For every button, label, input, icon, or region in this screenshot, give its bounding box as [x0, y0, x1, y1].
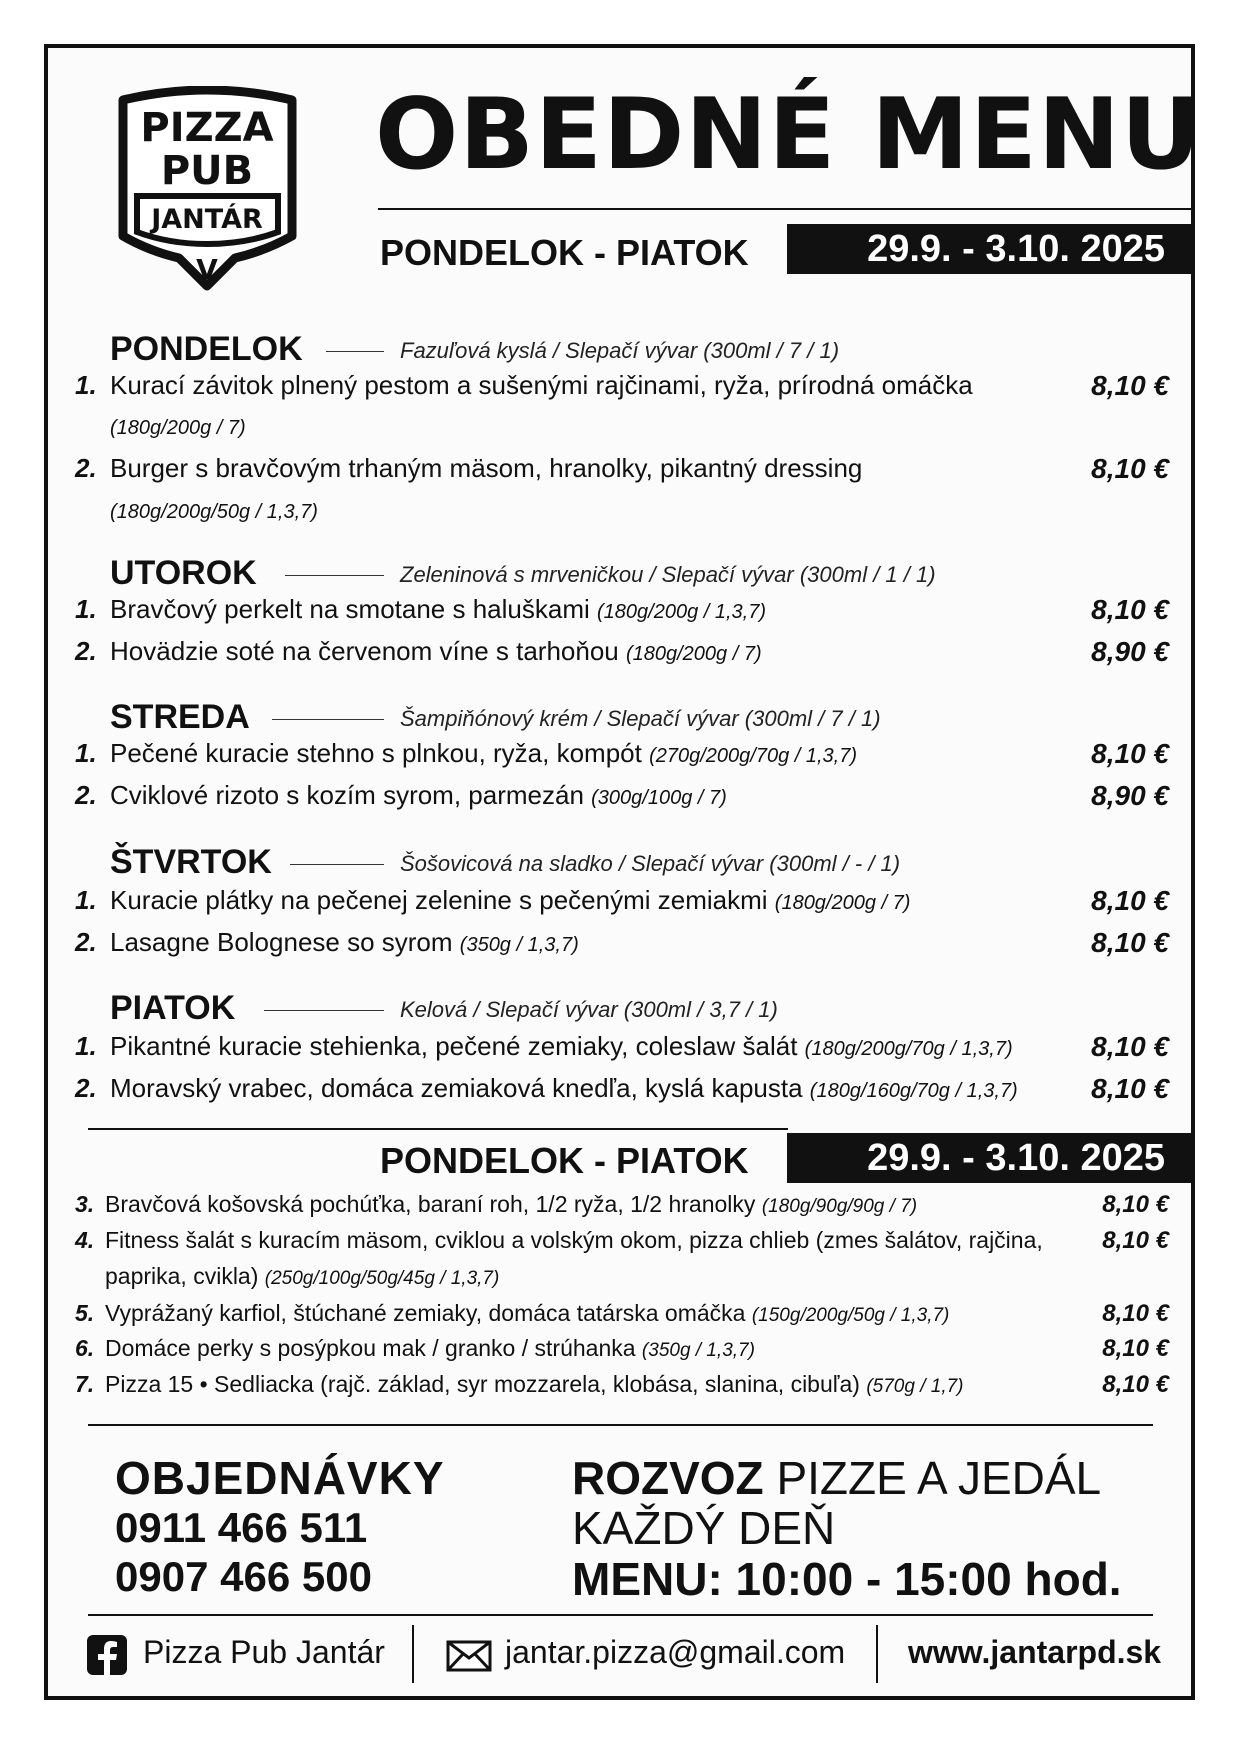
item-note: (180g/200g / 7) — [110, 417, 246, 439]
item-name: Kuracie plátky na pečenej zelenine s pečenými zemiakmi — [110, 885, 775, 915]
item-name: Domáce perky s posýpkou mak / granko / strúhanka — [105, 1335, 642, 1361]
item-text — [105, 1337, 755, 1360]
item-number: 2. — [75, 780, 97, 810]
week-dates: 29.9. - 3.10. 2025 — [787, 224, 1191, 274]
delivery-rest: PIZZE A JEDÁL — [763, 1452, 1102, 1504]
delivery-bold: ROZVOZ — [572, 1452, 764, 1504]
item-name: Hovädzie soté na červenom víne s tarhoňou — [110, 636, 626, 666]
item-price: 8,10 € — [1091, 370, 1169, 401]
item-text: Fitness šalát s kuracím mäsom, cviklou a volským okom, pizza chlieb (zmes šalátov, rajčina, — [105, 1227, 1043, 1253]
day-soup: Šošovicová na sladko / Slepačí vývar (300ml / - / 1) — [400, 851, 901, 876]
divider — [88, 1128, 788, 1130]
menu-hours: MENU: 10:00 - 15:00 hod. — [572, 1553, 1122, 1605]
item-text — [110, 596, 766, 622]
item-text — [105, 1193, 917, 1216]
item-name: Pečené kuracie stehno s plnkou, ryža, kompót — [110, 738, 650, 768]
item-price: 8,10 € — [1091, 1031, 1169, 1062]
item-price: 8,10 € — [1102, 1335, 1169, 1362]
divider — [326, 351, 384, 352]
item-note: (270g/200g/70g / 1,3,7) — [649, 745, 858, 767]
item-text — [110, 740, 857, 766]
item-text: Kurací závitok plnený pestom a sušenými rajčinami, ryža, prírodná omáčka — [110, 370, 973, 400]
item-number: 1. — [75, 738, 97, 768]
logo-line2: PUB — [160, 148, 254, 194]
divider — [876, 1625, 878, 1683]
item-text: Burger s bravčovým trhaným mäsom, hranolky, pikantný dressing — [110, 453, 863, 483]
item-text — [105, 1302, 949, 1325]
item-text — [110, 638, 762, 664]
item-name: Moravský vrabec, domáca zemiaková knedľa, kyslá kapusta — [110, 1073, 810, 1103]
delivery-line — [572, 1452, 1102, 1504]
item-price: 8,90 € — [1091, 636, 1169, 667]
item-note: (350g / 1,3,7) — [459, 934, 579, 956]
day-soup: Kelová / Slepačí vývar (300ml / 3,7 / 1) — [400, 997, 778, 1022]
weekly-dates: 29.9. - 3.10. 2025 — [787, 1133, 1191, 1183]
orders-title: OBJEDNÁVKY — [115, 1452, 445, 1504]
phone-number[interactable]: 0907 466 500 — [115, 1553, 372, 1600]
email-link[interactable]: jantar.pizza@gmail.com — [505, 1634, 846, 1670]
item-note: (180g/200g / 7) — [625, 643, 762, 665]
item-note: (180g/200g / 1,3,7) — [597, 601, 767, 623]
item-number: 2. — [75, 1073, 97, 1103]
logo-line1: PIZZA — [140, 105, 274, 151]
item-note: (180g/160g/70g / 1,3,7) — [809, 1080, 1018, 1102]
day-heading: PONDELOK — [110, 330, 303, 368]
item-text — [110, 929, 579, 955]
item-text — [110, 887, 910, 913]
day-soup: Šampiňónový krém / Slepačí vývar (300ml / 7 / 1) — [400, 706, 881, 731]
pizza-pub-jantar-logo — [115, 86, 300, 291]
day-soup: Zeleninová s mrveničkou / Slepačí vývar (300ml / 1 / 1) — [400, 562, 936, 587]
item-note: (180g/200g / 7) — [774, 892, 911, 914]
item-note: (350g / 1,3,7) — [641, 1340, 755, 1361]
item-number: 1. — [75, 370, 97, 400]
item-note: (180g/200g/50g / 1,3,7) — [110, 501, 318, 523]
delivery-daily: KAŽDÝ DEŇ — [572, 1502, 836, 1554]
item-note: (570g / 1,7) — [866, 1376, 964, 1397]
item-note: (180g/90g/90g / 7) — [761, 1196, 918, 1217]
logo-line3: JANTÁR — [151, 204, 263, 235]
item-price: 8,10 € — [1091, 738, 1169, 769]
item-text — [110, 1033, 1013, 1059]
weekly-label: PONDELOK - PIATOK — [380, 1140, 749, 1181]
day-heading: STREDA — [110, 698, 250, 736]
divider — [88, 1424, 1153, 1426]
divider — [285, 575, 384, 576]
item-price: 8,10 € — [1091, 453, 1169, 484]
website-link[interactable]: www.jantarpd.sk — [908, 1634, 1162, 1670]
item-text-continued — [105, 1265, 499, 1288]
item-number: 2. — [75, 636, 97, 666]
item-name: Pizza 15 • Sedliacka (rajč. základ, syr mozzarela, klobása, slanina, cibuľa) — [105, 1371, 867, 1397]
logo-mark: V — [196, 253, 218, 286]
divider — [88, 1614, 1153, 1616]
page-title: OBEDNÉ MENU — [375, 78, 1202, 192]
day-soup: Fazuľová kyslá / Slepačí vývar (300ml / 7 / 1) — [400, 338, 840, 363]
item-name: Bravčová košovská pochúťka, baraní roh, 1/2 ryža, 1/2 hranolky — [105, 1191, 762, 1217]
item-price: 8,10 € — [1091, 885, 1169, 916]
divider — [378, 208, 1191, 210]
phone-number[interactable]: 0911 466 511 — [115, 1504, 368, 1551]
divider — [412, 1625, 414, 1683]
divider — [290, 864, 384, 865]
item-note: (250g/100g/50g/45g / 1,3,7) — [264, 1268, 500, 1289]
item-text — [105, 1373, 964, 1396]
item-name: Cviklové rizoto s kozím syrom, parmezán — [110, 780, 592, 810]
item-name: Lasagne Bolognese so syrom — [110, 927, 460, 957]
item-text — [110, 1075, 1018, 1101]
item-price: 8,10 € — [1102, 1371, 1169, 1398]
item-text — [110, 782, 727, 808]
item-price: 8,90 € — [1091, 780, 1169, 811]
item-number: 3. — [75, 1191, 95, 1217]
item-note: (180g/200g/70g / 1,3,7) — [804, 1038, 1013, 1060]
item-number: 5. — [75, 1300, 95, 1326]
item-number: 1. — [75, 885, 97, 915]
item-number: 1. — [75, 594, 97, 624]
item-note: (150g/200g/50g / 1,3,7) — [751, 1305, 950, 1326]
item-name: Bravčový perkelt na smotane s haluškami — [110, 594, 597, 624]
item-price: 8,10 € — [1102, 1227, 1169, 1254]
facebook-icon — [86, 1634, 128, 1676]
item-number: 2. — [75, 927, 97, 957]
day-heading: UTOROK — [110, 554, 257, 592]
week-label: PONDELOK - PIATOK — [380, 232, 749, 273]
day-heading: PIATOK — [110, 989, 236, 1027]
divider — [272, 719, 384, 720]
item-number: 7. — [75, 1371, 95, 1397]
item-price: 8,10 € — [1102, 1191, 1169, 1218]
item-name: Vyprážaný karfiol, štúchané zemiaky, domáca tatárska omáčka — [105, 1300, 752, 1326]
item-price: 8,10 € — [1091, 594, 1169, 625]
item-price: 8,10 € — [1102, 1300, 1169, 1327]
item-name: paprika, cvikla) — [105, 1263, 265, 1289]
item-note: (300g/100g / 7) — [591, 787, 727, 809]
item-number: 6. — [75, 1335, 95, 1361]
item-number: 4. — [75, 1227, 95, 1253]
day-heading: ŠTVRTOK — [110, 843, 272, 881]
item-name: Pikantné kuracie stehienka, pečené zemiaky, coleslaw šalát — [110, 1031, 805, 1061]
facebook-link[interactable]: Pizza Pub Jantár — [143, 1634, 385, 1670]
item-price: 8,10 € — [1091, 927, 1169, 958]
mail-icon — [446, 1640, 492, 1672]
item-price: 8,10 € — [1091, 1073, 1169, 1104]
item-number: 1. — [75, 1031, 97, 1061]
item-number: 2. — [75, 453, 97, 483]
divider — [264, 1010, 384, 1011]
